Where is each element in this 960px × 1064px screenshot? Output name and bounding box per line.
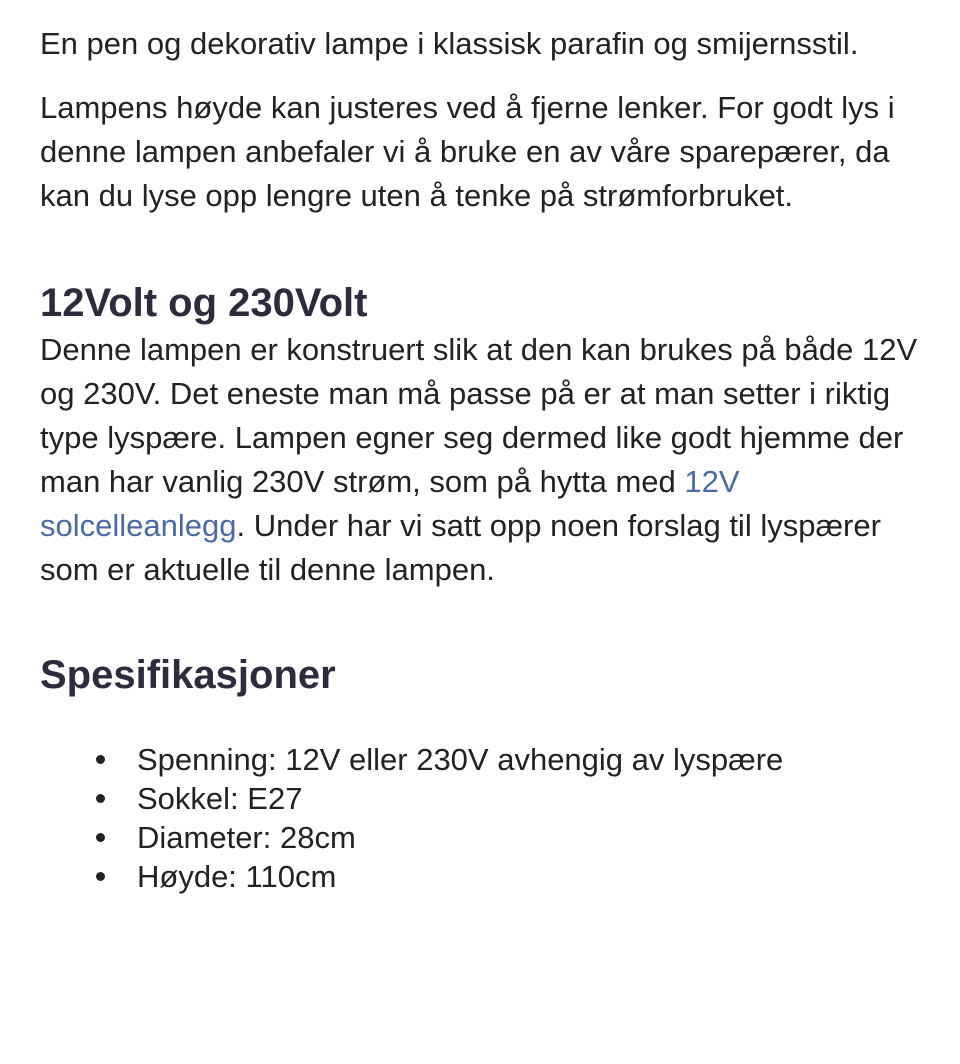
bullet-icon xyxy=(96,755,105,764)
intro-paragraph-2: Lampens høyde kan justeres ved å fjerne lenker. For godt lys i denne lampen anbefaler vi å bruke en av våre sparepærer, da kan du lyse opp lengre uten å tenke på strømforbruket. xyxy=(40,90,895,213)
bullet-icon xyxy=(96,833,105,842)
solar-system-link[interactable]: 12V solcelleanlegg xyxy=(40,464,740,543)
spec-item-voltage xyxy=(96,740,920,779)
volt-text-after-link: . Under har vi satt opp noen forslag til lyspærer som er aktuelle til denne lampen. xyxy=(40,508,881,587)
specifications-heading: Spesifikasjoner xyxy=(40,653,336,697)
specifications-list xyxy=(40,740,920,896)
spec-item-socket xyxy=(96,779,920,818)
spec-item-height xyxy=(96,857,920,896)
intro-paragraph-1: En pen og dekorativ lampe i klassisk parafin og smijernsstil. xyxy=(40,26,859,61)
bullet-icon xyxy=(96,872,105,881)
spec-item-text: Diameter: 28cm xyxy=(137,820,356,855)
volt-paragraph xyxy=(40,328,920,592)
volt-text-before-link: Denne lampen er konstruert slik at den kan brukes på både 12V og 230V. Det eneste man må passe på er at man setter i riktig type lyspære. Lampen egner seg dermed like godt hjemme der man har vanlig 230V strøm, som på hytta med xyxy=(40,332,918,499)
bullet-icon xyxy=(96,794,105,803)
spec-item-text: Sokkel: E27 xyxy=(137,781,303,816)
spec-item-text: Spenning: 12V eller 230V avhengig av lyspære xyxy=(137,742,784,777)
spec-item-diameter xyxy=(96,818,920,857)
volt-heading: 12Volt og 230Volt xyxy=(40,281,368,325)
spec-item-text: Høyde: 110cm xyxy=(137,859,337,894)
